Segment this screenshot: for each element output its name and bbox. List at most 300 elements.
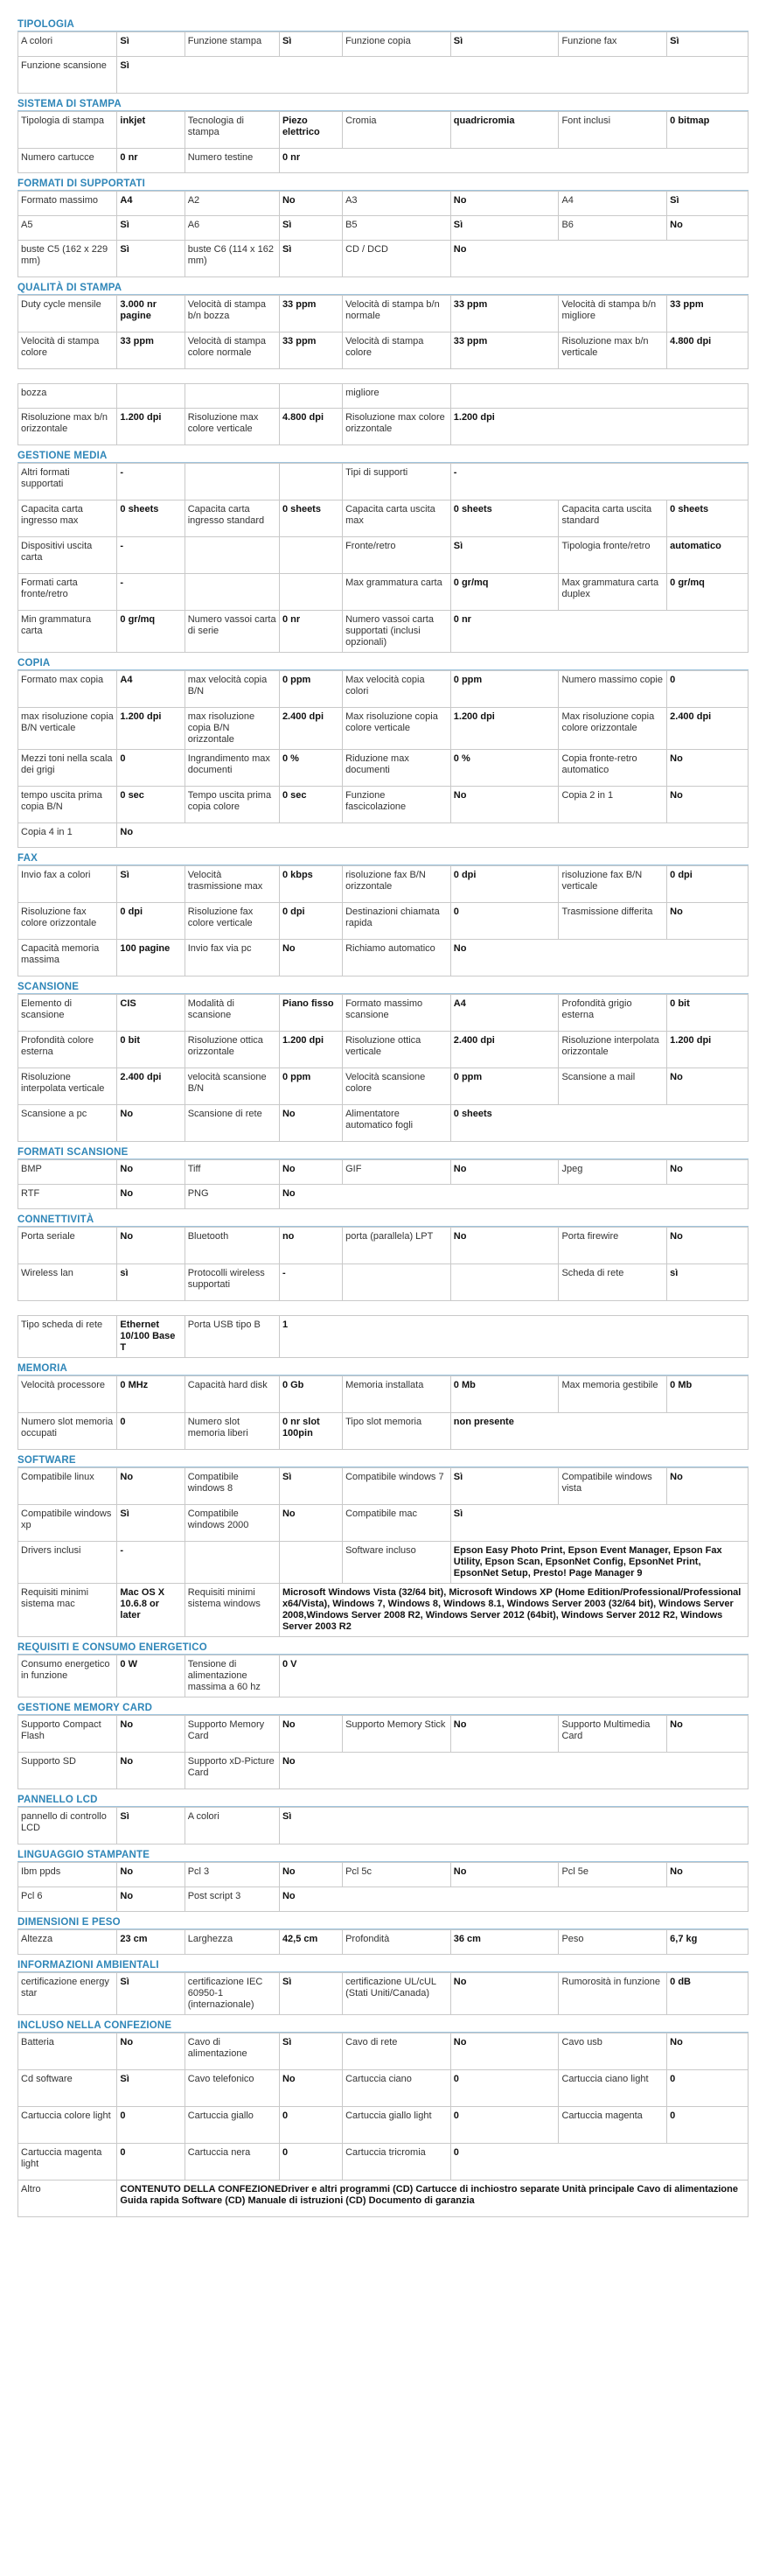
- table-row: [18, 940, 749, 976]
- spec-table: [17, 111, 749, 173]
- spec-value: 0 sheets: [667, 500, 749, 537]
- spec-table: [17, 1159, 749, 1209]
- spec-label: Funzione copia: [343, 32, 451, 57]
- spec-value: 0 %: [279, 750, 342, 787]
- table-row: [18, 2180, 749, 2217]
- spec-section: [17, 1641, 749, 1698]
- spec-table: [17, 994, 749, 1142]
- spec-label: Risoluzione interpolata verticale: [18, 1068, 117, 1105]
- spec-label: Tipi di supporti: [343, 464, 451, 500]
- spec-value: 0: [117, 1413, 185, 1450]
- spec-label: Cromia: [343, 112, 451, 149]
- table-row: [18, 149, 749, 173]
- spec-label: Post script 3: [185, 1887, 279, 1912]
- spec-table: [17, 1807, 749, 1844]
- spec-label: Risoluzione max b/n orizzontale: [18, 409, 117, 445]
- table-row: [18, 192, 749, 216]
- spec-label: Tecnologia di stampa: [185, 112, 279, 149]
- spec-label: A5: [18, 216, 117, 241]
- spec-value: 0 gr/mq: [667, 574, 749, 611]
- spec-value: 0: [667, 2107, 749, 2144]
- spec-label: Modalità di scansione: [185, 995, 279, 1032]
- spec-value: Sì: [667, 192, 749, 216]
- spec-value: 1: [279, 1316, 748, 1358]
- table-row: [18, 464, 749, 500]
- table-row: [18, 1264, 749, 1301]
- spec-value: -: [279, 1264, 342, 1301]
- spec-value: sì: [117, 1264, 185, 1301]
- row-gap: [17, 371, 749, 383]
- spec-label: Risoluzione max colore orizzontale: [343, 409, 451, 445]
- spec-value: No: [117, 2034, 185, 2070]
- spec-label: Risoluzione ottica orizzontale: [185, 1032, 279, 1068]
- table-row: [18, 787, 749, 823]
- spec-label: Tempo uscita prima copia colore: [185, 787, 279, 823]
- section-title: GESTIONE MEDIA: [17, 449, 749, 463]
- table-row: [18, 1413, 749, 1450]
- spec-label: buste C5 (162 x 229 mm): [18, 241, 117, 277]
- spec-value: A4: [117, 671, 185, 708]
- table-row: [18, 409, 749, 445]
- spec-label: Pcl 5e: [559, 1863, 667, 1887]
- spec-table: [17, 1315, 749, 1358]
- spec-value: No: [450, 241, 748, 277]
- table-row: [18, 1505, 749, 1542]
- spec-label: Max risoluzione copia colore verticale: [343, 708, 451, 750]
- table-row: [18, 112, 749, 149]
- table-row: [18, 1808, 749, 1844]
- table-row: [18, 1716, 749, 1753]
- spec-value: 0 W: [117, 1656, 185, 1698]
- spec-value: 0 kbps: [279, 866, 342, 903]
- table-row: [18, 1542, 749, 1584]
- table-row: [18, 671, 749, 708]
- spec-label: Fronte/retro: [343, 537, 451, 574]
- spec-label: Capacita carta uscita max: [343, 500, 451, 537]
- spec-label: Requisiti minimi sistema windows: [185, 1584, 279, 1637]
- spec-label: Risoluzione fax colore verticale: [185, 903, 279, 940]
- table-row: [18, 1160, 749, 1185]
- spec-label: Velocità di stampa b/n bozza: [185, 296, 279, 332]
- spec-label: Copia 4 in 1: [18, 823, 117, 848]
- spec-label: pannello di controllo LCD: [18, 1808, 117, 1844]
- spec-value: [279, 384, 342, 409]
- spec-label: Velocità processore: [18, 1376, 117, 1413]
- spec-label: Max memoria gestibile: [559, 1376, 667, 1413]
- spec-label: Supporto Memory Stick: [343, 1716, 451, 1753]
- spec-value: No: [450, 1716, 559, 1753]
- spec-label: Supporto SD: [18, 1753, 117, 1789]
- spec-label: A colori: [18, 32, 117, 57]
- spec-label: risoluzione fax B/N verticale: [559, 866, 667, 903]
- spec-label: Richiamo automatico: [343, 940, 451, 976]
- spec-label: Drivers inclusi: [18, 1542, 117, 1584]
- spec-value: Sì: [279, 216, 342, 241]
- spec-value: Sì: [450, 537, 559, 574]
- spec-value: 0 bit: [117, 1032, 185, 1068]
- spec-label: Porta seriale: [18, 1228, 117, 1264]
- spec-value: 0: [450, 2070, 559, 2107]
- spec-label: certificazione UL/cUL (Stati Uniti/Canada): [343, 1973, 451, 2015]
- spec-label: Funzione fax: [559, 32, 667, 57]
- spec-value: No: [667, 2034, 749, 2070]
- spec-table: [17, 1715, 749, 1789]
- spec-value: 23 cm: [117, 1930, 185, 1955]
- spec-label: Cartuccia giallo light: [343, 2107, 451, 2144]
- spec-value: quadricromia: [450, 112, 559, 149]
- spec-label: Compatibile windows xp: [18, 1505, 117, 1542]
- spec-label: [185, 384, 279, 409]
- spec-label: Compatibile windows 8: [185, 1468, 279, 1505]
- spec-value: No: [117, 1185, 185, 1209]
- spec-value: 0 gr/mq: [117, 611, 185, 653]
- spec-value: No: [117, 1716, 185, 1753]
- spec-label: Riduzione max documenti: [343, 750, 451, 787]
- spec-value: No: [279, 1160, 342, 1185]
- spec-value: 0: [117, 2144, 185, 2180]
- spec-label: Tipologia fronte/retro: [559, 537, 667, 574]
- spec-label: migliore: [343, 384, 451, 409]
- spec-label: Capacita carta ingresso standard: [185, 500, 279, 537]
- spec-label: A2: [185, 192, 279, 216]
- spec-section: [17, 1915, 749, 1955]
- spec-label: max velocità copia B/N: [185, 671, 279, 708]
- spec-label: Risoluzione max b/n verticale: [559, 332, 667, 369]
- spec-table: [17, 2033, 749, 2217]
- spec-label: Funzione stampa: [185, 32, 279, 57]
- section-title: INCLUSO NELLA CONFEZIONE: [17, 2019, 749, 2033]
- spec-label: Pcl 6: [18, 1887, 117, 1912]
- spec-table: [17, 1862, 749, 1912]
- spec-label: Velocità di stampa colore normale: [185, 332, 279, 369]
- spec-label: Min grammatura carta: [18, 611, 117, 653]
- spec-value: No: [450, 940, 748, 976]
- spec-label: BMP: [18, 1160, 117, 1185]
- spec-label: Pcl 3: [185, 1863, 279, 1887]
- spec-label: Capacita carta uscita standard: [559, 500, 667, 537]
- spec-value: -: [117, 537, 185, 574]
- section-title: DIMENSIONI E PESO: [17, 1915, 749, 1929]
- spec-value: 0: [667, 671, 749, 708]
- section-title: COPIA: [17, 656, 749, 670]
- spec-value: Sì: [450, 1468, 559, 1505]
- spec-section: [17, 1145, 749, 1209]
- spec-value: Sì: [279, 1468, 342, 1505]
- table-row: [18, 2144, 749, 2180]
- spec-label: Tipo scheda di rete: [18, 1316, 117, 1358]
- spec-value: 0 dpi: [117, 903, 185, 940]
- spec-value: -: [450, 464, 748, 500]
- spec-value: CONTENUTO DELLA CONFEZIONEDriver e altri programmi (CD) Cartucce di inchiostro separate Unità principale Cavo di alimentazione Guida rapida Software (CD) Manuale di istruzioni (CD) Documento di garanzia: [117, 2180, 749, 2217]
- spec-value: 0 gr/mq: [450, 574, 559, 611]
- spec-label: Risoluzione ottica verticale: [343, 1032, 451, 1068]
- spec-value: Sì: [117, 866, 185, 903]
- spec-value: inkjet: [117, 112, 185, 149]
- spec-value: No: [450, 2034, 559, 2070]
- spec-label: Profondità colore esterna: [18, 1032, 117, 1068]
- spec-section: [17, 980, 749, 1142]
- spec-value: No: [667, 216, 749, 241]
- spec-section: [17, 656, 749, 848]
- spec-value: 0 Mb: [667, 1376, 749, 1413]
- section-title: SOFTWARE: [17, 1453, 749, 1467]
- spec-label: Formato massimo scansione: [343, 995, 451, 1032]
- spec-label: Mezzi toni nella scala dei grigi: [18, 750, 117, 787]
- spec-value: 33 ppm: [279, 332, 342, 369]
- spec-value: -: [117, 1542, 185, 1584]
- spec-value: 0 sec: [117, 787, 185, 823]
- spec-label: Alimentatore automatico fogli: [343, 1105, 451, 1142]
- spec-label: B5: [343, 216, 451, 241]
- spec-value: [117, 384, 185, 409]
- spec-label: RTF: [18, 1185, 117, 1209]
- table-row: [18, 32, 749, 57]
- spec-value: No: [117, 823, 749, 848]
- spec-label: Velocità di stampa b/n migliore: [559, 296, 667, 332]
- spec-label: Capacita carta ingresso max: [18, 500, 117, 537]
- spec-value: Epson Easy Photo Print, Epson Event Manager, Epson Fax Utility, Epson Scan, EpsonNet Config, EpsonNet Print, EpsonNet Setup, Presto! Page Manager 9: [450, 1542, 748, 1584]
- spec-value: No: [279, 1863, 342, 1887]
- row-gap: [17, 1303, 749, 1315]
- spec-value: 0 nr: [279, 611, 342, 653]
- spec-value: Sì: [450, 32, 559, 57]
- spec-label: Cartuccia ciano: [343, 2070, 451, 2107]
- spec-label: Velocità di stampa b/n normale: [343, 296, 451, 332]
- spec-value: 1.200 dpi: [117, 708, 185, 750]
- spec-value: 0 nr: [117, 149, 185, 173]
- spec-label: Font inclusi: [559, 112, 667, 149]
- spec-label: Supporto xD-Picture Card: [185, 1753, 279, 1789]
- spec-label: Numero massimo copie: [559, 671, 667, 708]
- section-title: REQUISITI E CONSUMO ENERGETICO: [17, 1641, 749, 1655]
- spec-value: No: [667, 787, 749, 823]
- spec-label: velocità scansione B/N: [185, 1068, 279, 1105]
- spec-value: 0 ppm: [279, 1068, 342, 1105]
- table-row: [18, 1316, 749, 1358]
- spec-section: [17, 851, 749, 976]
- spec-section: [17, 1793, 749, 1844]
- table-row: [18, 1032, 749, 1068]
- spec-label: Duty cycle mensile: [18, 296, 117, 332]
- spec-value: 1.200 dpi: [667, 1032, 749, 1068]
- section-title: CONNETTIVITÀ: [17, 1213, 749, 1227]
- spec-value: 0 ppm: [279, 671, 342, 708]
- spec-table: [17, 295, 749, 369]
- spec-label: Max risoluzione copia colore orizzontale: [559, 708, 667, 750]
- spec-table: [17, 1929, 749, 1955]
- spec-value: No: [450, 787, 559, 823]
- spec-table: [17, 1467, 749, 1637]
- spec-label: A colori: [185, 1808, 279, 1844]
- spec-label: Jpeg: [559, 1160, 667, 1185]
- spec-label: Pcl 5c: [343, 1863, 451, 1887]
- spec-value: No: [279, 1716, 342, 1753]
- spec-value: CIS: [117, 995, 185, 1032]
- table-row: [18, 1753, 749, 1789]
- spec-value: No: [667, 1716, 749, 1753]
- spec-label: Numero vassoi carta di serie: [185, 611, 279, 653]
- spec-label: Elemento di scansione: [18, 995, 117, 1032]
- spec-label: Cartuccia tricromia: [343, 2144, 451, 2180]
- spec-label: Supporto Memory Card: [185, 1716, 279, 1753]
- spec-label: Porta firewire: [559, 1228, 667, 1264]
- spec-label: Velocità di stampa colore: [18, 332, 117, 369]
- spec-label: Risoluzione fax colore orizzontale: [18, 903, 117, 940]
- spec-label: Cartuccia ciano light: [559, 2070, 667, 2107]
- table-row: [18, 384, 749, 409]
- spec-value: Sì: [117, 241, 185, 277]
- spec-value: 0: [117, 2107, 185, 2144]
- spec-value: 0 bit: [667, 995, 749, 1032]
- spec-label: Memoria installata: [343, 1376, 451, 1413]
- spec-label: [185, 537, 279, 574]
- spec-value: Microsoft Windows Vista (32/64 bit), Microsoft Windows XP (Home Edition/Professional/Professional x64/Vista), Windows 7, Windows 8, Windows 8.1, Windows Server 2003 (32/64 bit), Windows Server 2008,Windows Server 2008 R2, Windows Server 2012 (64bit), Windows Server 2012 R2, Windows Server 2003 R2: [279, 1584, 748, 1637]
- spec-value: Sì: [117, 57, 749, 94]
- spec-value: Sì: [279, 2034, 342, 2070]
- section-title: FORMATI DI SUPPORTATI: [17, 177, 749, 191]
- spec-value: 0 sec: [279, 787, 342, 823]
- spec-label: Scansione a mail: [559, 1068, 667, 1105]
- spec-value: No: [450, 1228, 559, 1264]
- spec-label: Batteria: [18, 2034, 117, 2070]
- spec-value: Sì: [117, 1808, 185, 1844]
- section-title: QUALITÀ DI STAMPA: [17, 281, 749, 295]
- spec-value: 1.200 dpi: [450, 409, 748, 445]
- spec-label: CD / DCD: [343, 241, 451, 277]
- spec-label: Ingrandimento max documenti: [185, 750, 279, 787]
- spec-value: No: [117, 1468, 185, 1505]
- spec-label: Formati carta fronte/retro: [18, 574, 117, 611]
- spec-table: [17, 1376, 749, 1450]
- spec-value: 0 ppm: [450, 671, 559, 708]
- spec-value: [450, 1264, 559, 1301]
- spec-label: Rumorosità in funzione: [559, 1973, 667, 2015]
- spec-value: No: [117, 1160, 185, 1185]
- table-row: [18, 1468, 749, 1505]
- spec-value: no: [279, 1228, 342, 1264]
- spec-table: [17, 1227, 749, 1301]
- spec-section: [17, 1453, 749, 1637]
- spec-value: No: [279, 940, 342, 976]
- spec-value: 0 sheets: [117, 500, 185, 537]
- spec-value: No: [279, 192, 342, 216]
- spec-table: [17, 32, 749, 94]
- spec-label: Funzione scansione: [18, 57, 117, 94]
- spec-label: A6: [185, 216, 279, 241]
- spec-value: 0: [279, 2107, 342, 2144]
- spec-value: [450, 384, 748, 409]
- section-title: SCANSIONE: [17, 980, 749, 994]
- spec-value: 33 ppm: [450, 332, 559, 369]
- spec-label: PNG: [185, 1185, 279, 1209]
- spec-value: No: [667, 1228, 749, 1264]
- spec-value: 6,7 kg: [667, 1930, 749, 1955]
- spec-value: Piezo elettrico: [279, 112, 342, 149]
- spec-label: Scansione di rete: [185, 1105, 279, 1142]
- spec-label: tempo uscita prima copia B/N: [18, 787, 117, 823]
- spec-value: Sì: [667, 32, 749, 57]
- table-row: [18, 611, 749, 653]
- spec-value: 0: [667, 2070, 749, 2107]
- spec-value: Sì: [450, 1505, 748, 1542]
- spec-value: 42,5 cm: [279, 1930, 342, 1955]
- spec-value: 0 bitmap: [667, 112, 749, 149]
- spec-label: Velocità trasmissione max: [185, 866, 279, 903]
- table-row: [18, 1887, 749, 1912]
- table-row: [18, 1930, 749, 1955]
- spec-label: Tipo slot memoria: [343, 1413, 451, 1450]
- spec-value: 3.000 nr pagine: [117, 296, 185, 332]
- spec-value: [279, 1542, 342, 1584]
- spec-value: No: [279, 2070, 342, 2107]
- spec-label: Velocità di stampa colore: [343, 332, 451, 369]
- spec-label: max risoluzione copia B/N orizzontale: [185, 708, 279, 750]
- spec-value: [279, 574, 342, 611]
- spec-label: Destinazioni chiamata rapida: [343, 903, 451, 940]
- spec-table: [17, 1655, 749, 1698]
- spec-value: 0 dB: [667, 1973, 749, 2015]
- spec-value: No: [279, 1105, 342, 1142]
- spec-value: No: [117, 1887, 185, 1912]
- spec-label: Bluetooth: [185, 1228, 279, 1264]
- spec-value: No: [450, 1973, 559, 2015]
- spec-value: 0 sheets: [279, 500, 342, 537]
- spec-value: Ethernet 10/100 Base T: [117, 1316, 185, 1358]
- table-row: [18, 216, 749, 241]
- spec-value: No: [667, 1068, 749, 1105]
- spec-label: Requisiti minimi sistema mac: [18, 1584, 117, 1637]
- spec-value: non presente: [450, 1413, 748, 1450]
- spec-label: Dispositivi uscita carta: [18, 537, 117, 574]
- spec-section: [17, 97, 749, 173]
- table-row: [18, 866, 749, 903]
- spec-label: Altri formati supportati: [18, 464, 117, 500]
- spec-value: 33 ppm: [279, 296, 342, 332]
- spec-label: Cartuccia magenta: [559, 2107, 667, 2144]
- spec-value: No: [117, 1228, 185, 1264]
- spec-value: 4.800 dpi: [279, 409, 342, 445]
- spec-value: 0 Mb: [450, 1376, 559, 1413]
- spec-value: No: [279, 1753, 748, 1789]
- spec-label: Compatibile windows 2000: [185, 1505, 279, 1542]
- spec-label: Porta USB tipo B: [185, 1316, 279, 1358]
- spec-label: Compatibile windows vista: [559, 1468, 667, 1505]
- spec-label: [343, 1264, 451, 1301]
- spec-label: Copia 2 in 1: [559, 787, 667, 823]
- spec-value: A4: [450, 995, 559, 1032]
- spec-label: A4: [559, 192, 667, 216]
- spec-value: Sì: [117, 1505, 185, 1542]
- spec-value: [279, 464, 342, 500]
- spec-value: 0 dpi: [279, 903, 342, 940]
- section-title: SISTEMA DI STAMPA: [17, 97, 749, 111]
- spec-label: [185, 574, 279, 611]
- spec-label: Compatibile mac: [343, 1505, 451, 1542]
- spec-label: Cavo di rete: [343, 2034, 451, 2070]
- table-row: [18, 1185, 749, 1209]
- table-row: [18, 1105, 749, 1142]
- spec-label: buste C6 (114 x 162 mm): [185, 241, 279, 277]
- spec-label: Scansione a pc: [18, 1105, 117, 1142]
- spec-label: Numero slot memoria occupati: [18, 1413, 117, 1450]
- spec-label: Cavo telefonico: [185, 2070, 279, 2107]
- spec-label: Invio fax via pc: [185, 940, 279, 976]
- spec-value: 0 dpi: [667, 866, 749, 903]
- spec-value: No: [450, 192, 559, 216]
- spec-label: Compatibile linux: [18, 1468, 117, 1505]
- spec-label: Numero slot memoria liberi: [185, 1413, 279, 1450]
- spec-value: No: [279, 1185, 748, 1209]
